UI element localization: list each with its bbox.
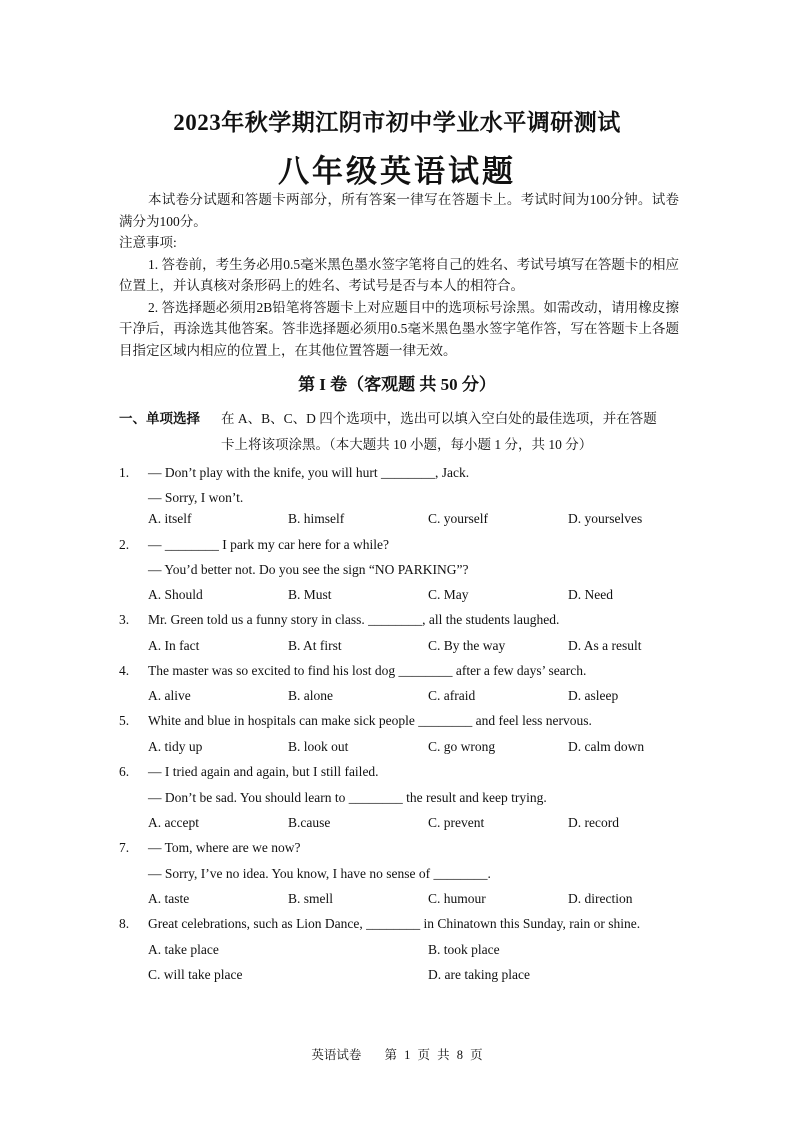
option-b: B.cause [288, 815, 331, 830]
option-d: D. calm down [568, 739, 645, 754]
question-number: 4. [119, 663, 130, 678]
option-b: B. At first [288, 638, 342, 653]
question-text: White and blue in hospitals can make sick people ________ and feel less nervous. [148, 713, 592, 728]
part1-label: 一、单项选择 [119, 411, 200, 426]
question-number: 1. [119, 465, 130, 480]
option-c: C. will take place [148, 967, 243, 982]
option-b: B. smell [288, 891, 334, 906]
question-number: 7. [119, 840, 130, 855]
question-number: 5. [119, 713, 130, 728]
question-text: — Don’t play with the knife, you will hurt ________, Jack. [148, 465, 470, 480]
option-d: D. Need [568, 587, 613, 602]
option-c: C. prevent [428, 815, 485, 830]
option-c: C. humour [428, 891, 486, 906]
footer-subject: 英语试卷 [311, 1048, 362, 1062]
option-d: D. As a result [568, 638, 642, 653]
question-number: 6. [119, 764, 130, 779]
option-d: D. record [568, 815, 619, 830]
notes-label: 注意事项: [119, 235, 177, 250]
footer-page-info: 第 1 页 共 8 页 [384, 1048, 483, 1062]
option-a: A. alive [148, 688, 191, 703]
option-c: C. go wrong [428, 739, 496, 754]
part1-instructions-line1: 在 A、B、C、D 四个选项中，选出可以填入空白处的最佳选项，并在答题 [221, 411, 657, 426]
option-a: A. tidy up [148, 739, 203, 754]
exam-title: 2023年秋学期江阴市初中学业水平调研测试 [173, 110, 621, 135]
option-c: C. afraid [428, 688, 476, 703]
option-d: D. direction [568, 891, 633, 906]
option-c: C. yourself [428, 511, 488, 526]
question-text: Mr. Green told us a funny story in class. ________, all the students laughed. [148, 612, 560, 627]
question-text: — ________ I park my car here for a while? [148, 537, 390, 552]
option-c: C. May [428, 587, 469, 602]
option-a: A. take place [148, 942, 219, 957]
section-title: 第 I 卷（客观题 共 50 分） [298, 375, 496, 394]
question-number: 3. [119, 612, 130, 627]
option-b: B. Must [288, 587, 332, 602]
exam-subtitle: 八年级英语试题 [278, 154, 516, 189]
option-d: D. yourselves [568, 511, 643, 526]
question-text: — You’d better not. Do you see the sign “NO PARKING”? [148, 562, 469, 577]
option-b: B. look out [288, 739, 349, 754]
question-text: — Don’t be sad. You should learn to ________ the result and keep trying. [148, 790, 547, 805]
question-text: — Tom, where are we now? [148, 840, 301, 855]
option-b: B. alone [288, 688, 333, 703]
option-a: A. taste [148, 891, 190, 906]
option-b: B. himself [288, 511, 345, 526]
question-text: — Sorry, I won’t. [148, 490, 244, 505]
question-number: 2. [119, 537, 130, 552]
option-d: D. asleep [568, 688, 619, 703]
option-d: D. are taking place [428, 967, 530, 982]
option-b: B. took place [428, 942, 500, 957]
intro-paragraph: 本试卷分试题和答题卡两部分，所有答案一律写在答题卡上。考试时间为100分钟。试卷满分为100分。 [119, 192, 679, 229]
note-1: 1. 答卷前，考生务必用0.5毫米黑色墨水签字笔将自己的姓名、考试号填写在答题卡的相应位置上，并认真核对条形码上的姓名、考试号是否与本人的相符合。 [119, 256, 679, 293]
intro-paragraph-block [119, 189, 679, 361]
question-text: — I tried again and again, but I still failed. [148, 764, 379, 779]
option-a: A. In fact [148, 638, 200, 653]
option-a: A. itself [148, 511, 192, 526]
question-text: The master was so excited to find his lost dog ________ after a few days’ search. [148, 663, 587, 678]
option-a: A. Should [148, 587, 203, 602]
option-c: C. By the way [428, 638, 506, 653]
option-a: A. accept [148, 815, 199, 830]
page-footer [0, 1045, 794, 1063]
question-text: — Sorry, I’ve no idea. You know, I have no sense of ________. [148, 866, 491, 881]
part1-instructions-line2: 卡上将该项涂黑。（本大题共 10 小题，每小题 1 分，共 10 分） [221, 437, 593, 452]
note-2: 2. 答选择题必须用2B铅笔将答题卡上对应题目中的选项标号涂黑。如需改动，请用橡皮擦干净后，再涂选其他答案。答非选择题必须用0.5毫米黑色墨水签字笔作答，写在答题卡上各题目指定区域内相应的位置上，在其他位置答题一律无效。 [119, 299, 679, 358]
question-text: Great celebrations, such as Lion Dance, ________ in Chinatown this Sunday, rain or shine. [148, 916, 641, 931]
question-number: 8. [119, 916, 130, 931]
